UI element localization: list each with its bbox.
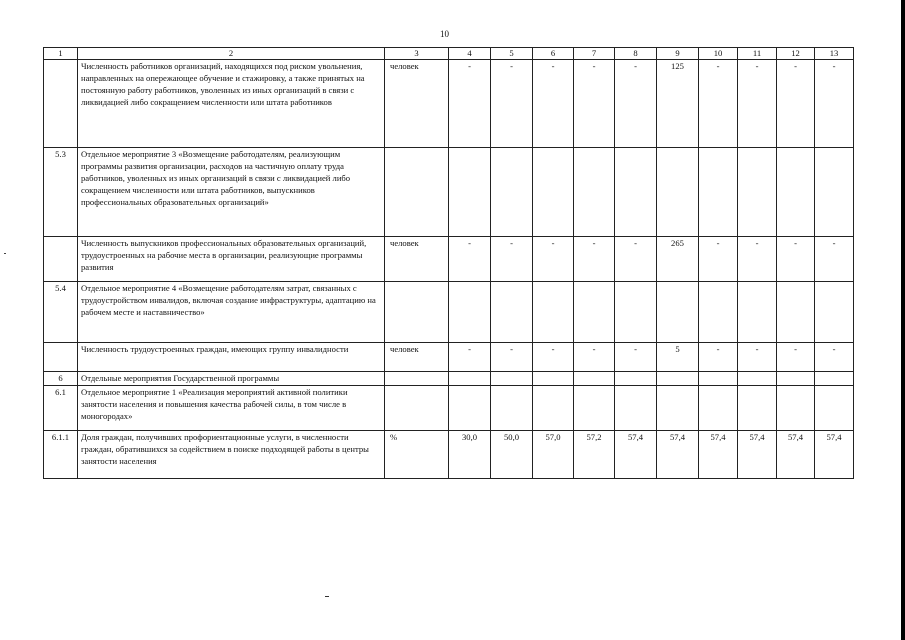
value-cell: -: [777, 237, 815, 282]
value-cell: [777, 282, 815, 343]
value-cell: 57,4: [777, 431, 815, 479]
row-unit: [385, 386, 449, 431]
value-cell: -: [699, 60, 738, 148]
value-cell: [615, 148, 657, 237]
value-cell: 50,0: [491, 431, 533, 479]
value-cell: [491, 148, 533, 237]
row-description: Отдельное мероприятие 1 «Реализация мероприятий активной политики занятости населения и повышения качества рабочей силы, в том числе в моногородах»: [78, 386, 385, 431]
column-header: 9: [657, 48, 699, 60]
scan-mark: [325, 596, 329, 597]
scan-mark: [4, 253, 6, 254]
value-cell: [738, 372, 777, 386]
column-header: 13: [815, 48, 854, 60]
value-cell: -: [738, 343, 777, 372]
value-cell: 265: [657, 237, 699, 282]
scan-edge: [901, 0, 905, 640]
value-cell: -: [491, 343, 533, 372]
value-cell: -: [574, 60, 615, 148]
value-cell: [657, 372, 699, 386]
value-cell: [449, 148, 491, 237]
value-cell: [699, 282, 738, 343]
value-cell: [815, 372, 854, 386]
value-cell: -: [574, 237, 615, 282]
value-cell: 57,2: [574, 431, 615, 479]
value-cell: -: [777, 60, 815, 148]
value-cell: [574, 386, 615, 431]
row-number: 5.4: [44, 282, 78, 343]
column-header: 11: [738, 48, 777, 60]
row-description: Численность работников организаций, находящихся под риском увольнения, направленных на опережающее обучение и стажировку, а также принятых на постоянную работу работников, уволенных из иных организаций в связи с ликвидацией либо сокращением численности или штата работников: [78, 60, 385, 148]
table-row: [44, 431, 854, 479]
value-cell: [574, 282, 615, 343]
value-cell: [491, 282, 533, 343]
value-cell: [738, 282, 777, 343]
value-cell: 57,4: [615, 431, 657, 479]
row-unit: человек: [385, 343, 449, 372]
value-cell: [533, 386, 574, 431]
table-row: [44, 386, 854, 431]
value-cell: -: [738, 237, 777, 282]
value-cell: [699, 372, 738, 386]
value-cell: 30,0: [449, 431, 491, 479]
row-description: Отдельные мероприятия Государственной программы: [78, 372, 385, 386]
column-header: 3: [385, 48, 449, 60]
row-unit: человек: [385, 237, 449, 282]
value-cell: [738, 386, 777, 431]
value-cell: [491, 386, 533, 431]
column-header: 7: [574, 48, 615, 60]
value-cell: [699, 386, 738, 431]
value-cell: -: [615, 60, 657, 148]
value-cell: [533, 372, 574, 386]
value-cell: [574, 148, 615, 237]
value-cell: 57,0: [533, 431, 574, 479]
column-header: 4: [449, 48, 491, 60]
value-cell: -: [777, 343, 815, 372]
value-cell: -: [533, 60, 574, 148]
row-number: [44, 343, 78, 372]
column-header: 8: [615, 48, 657, 60]
table-row: [44, 60, 854, 148]
page-number: 10: [440, 29, 449, 39]
column-header: 12: [777, 48, 815, 60]
value-cell: -: [449, 60, 491, 148]
value-cell: [574, 372, 615, 386]
value-cell: -: [533, 237, 574, 282]
row-unit: человек: [385, 60, 449, 148]
value-cell: 57,4: [738, 431, 777, 479]
value-cell: [657, 282, 699, 343]
value-cell: [615, 282, 657, 343]
value-cell: [449, 372, 491, 386]
row-unit: [385, 282, 449, 343]
value-cell: -: [699, 343, 738, 372]
row-unit: [385, 372, 449, 386]
value-cell: [777, 372, 815, 386]
value-cell: [657, 148, 699, 237]
value-cell: -: [533, 343, 574, 372]
value-cell: [815, 282, 854, 343]
value-cell: 57,4: [815, 431, 854, 479]
value-cell: [815, 386, 854, 431]
value-cell: -: [449, 237, 491, 282]
value-cell: [533, 282, 574, 343]
row-number: 6.1.1: [44, 431, 78, 479]
column-header: 1: [44, 48, 78, 60]
indicators-table: [43, 47, 854, 479]
header-row: [44, 48, 854, 60]
value-cell: -: [738, 60, 777, 148]
table-row: [44, 343, 854, 372]
value-cell: [533, 148, 574, 237]
value-cell: -: [815, 60, 854, 148]
row-number: 6: [44, 372, 78, 386]
value-cell: 125: [657, 60, 699, 148]
value-cell: -: [491, 237, 533, 282]
value-cell: [491, 372, 533, 386]
value-cell: -: [815, 343, 854, 372]
table-row: [44, 148, 854, 237]
value-cell: [449, 386, 491, 431]
value-cell: -: [699, 237, 738, 282]
table-row: [44, 372, 854, 386]
value-cell: -: [815, 237, 854, 282]
row-description: Доля граждан, получивших профориентационные услуги, в численности граждан, обратившихся за содействием в поиске подходящей работы в центры занятости населения: [78, 431, 385, 479]
value-cell: -: [615, 343, 657, 372]
row-number: [44, 60, 78, 148]
value-cell: -: [615, 237, 657, 282]
value-cell: [615, 386, 657, 431]
value-cell: [777, 386, 815, 431]
column-header: 5: [491, 48, 533, 60]
value-cell: -: [449, 343, 491, 372]
column-header: 6: [533, 48, 574, 60]
row-number: 5.3: [44, 148, 78, 237]
row-description: Численность выпускников профессиональных образовательных организаций, трудоустроенных на рабочие места в организации, реализующие программы развития: [78, 237, 385, 282]
column-header: 2: [78, 48, 385, 60]
row-description: Численность трудоустроенных граждан, имеющих группу инвалидности: [78, 343, 385, 372]
value-cell: [777, 148, 815, 237]
value-cell: [449, 282, 491, 343]
value-cell: [657, 386, 699, 431]
row-unit: [385, 148, 449, 237]
value-cell: 5: [657, 343, 699, 372]
row-description: Отдельное мероприятие 3 «Возмещение работодателям, реализующим программы развития организации, расходов на частичную оплату труда работников, уволенных из иных организаций в связи с ликвидацией либо сокращением численности или штата работников, выпускников профессиональных образовательных организаций»: [78, 148, 385, 237]
value-cell: -: [491, 60, 533, 148]
value-cell: [615, 372, 657, 386]
row-number: [44, 237, 78, 282]
value-cell: [699, 148, 738, 237]
table-row: [44, 282, 854, 343]
row-description: Отдельное мероприятие 4 «Возмещение работодателям затрат, связанных с трудоустройством инвалидов, включая создание инфраструктуры, адаптацию на рабочем месте и наставничество»: [78, 282, 385, 343]
value-cell: 57,4: [657, 431, 699, 479]
column-header: 10: [699, 48, 738, 60]
row-unit: %: [385, 431, 449, 479]
value-cell: [815, 148, 854, 237]
row-number: 6.1: [44, 386, 78, 431]
value-cell: [738, 148, 777, 237]
value-cell: 57,4: [699, 431, 738, 479]
table-row: [44, 237, 854, 282]
value-cell: -: [574, 343, 615, 372]
